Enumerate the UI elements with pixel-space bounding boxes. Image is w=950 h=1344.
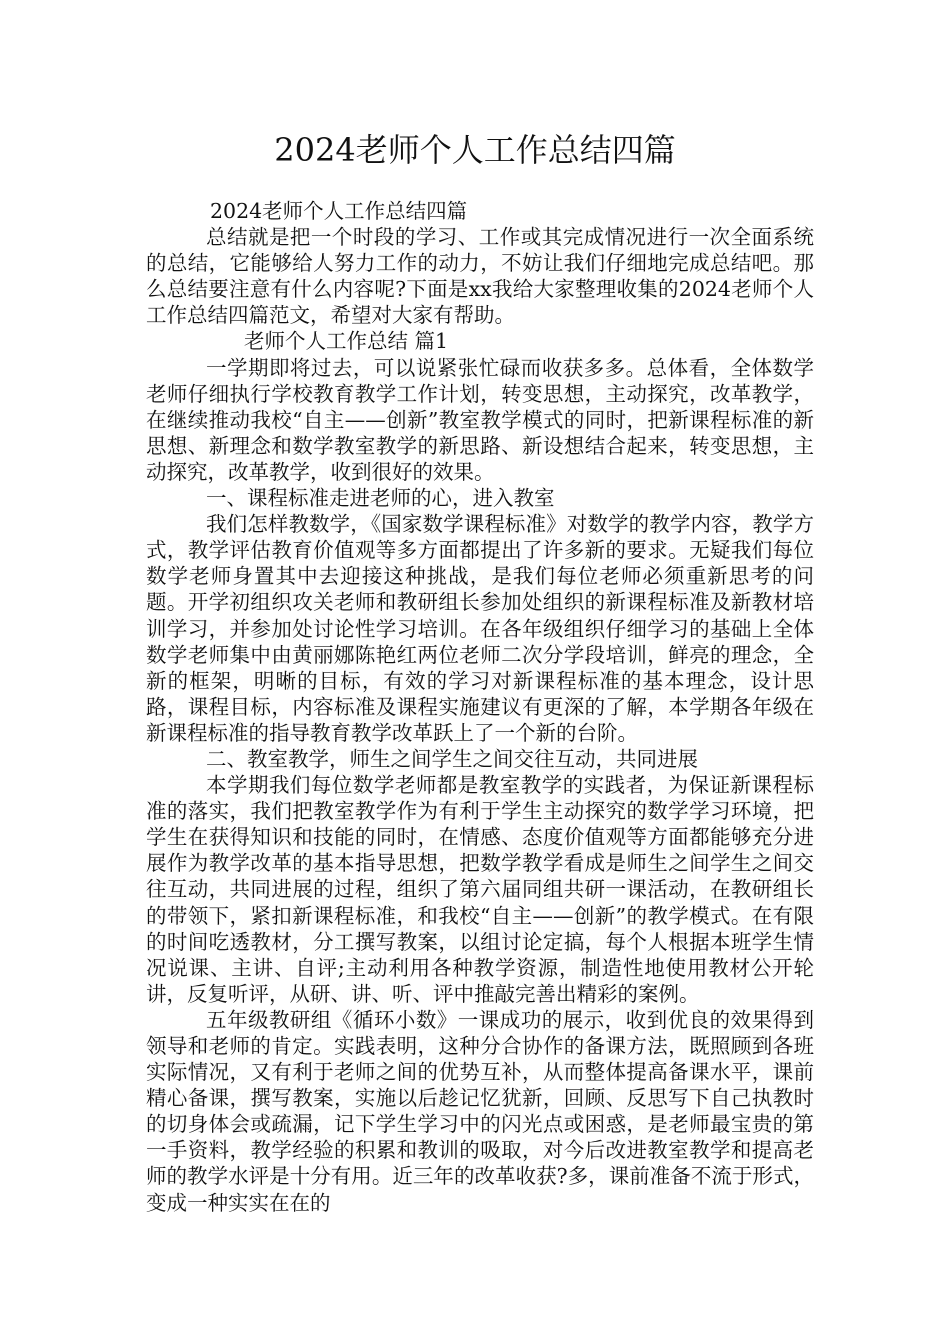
document-body [146,198,814,1216]
section-heading-3: 二、教室教学，师生之间学生之间交往互动，共同进展 [206,746,698,771]
intro-paragraph: 总结就是把一个时段的学习、工作或其完成情况进行一次全面系统的总结，它能够给人努力工作的动力，不妨让我们仔细地完成总结吧。那么总结要注意有什么内容呢?下面是xx我给大家整理收集的2024老师个人工作总结四篇范文，希望对大家有帮助。 [146,225,814,328]
section-heading-1: 老师个人工作总结 篇1 [244,329,449,354]
document-title: 2024老师个人工作总结四篇 [274,131,676,169]
body-paragraph: 我们怎样教数学，《国家数学课程标准》对数学的教学内容，教学方式，教学评估教育价值观等多方面都提出了许多新的要求。无疑我们每位数学老师身置其中去迎接这种挑战，是我们每位老师必须重新思考的问题。开学初组织攻关老师和教研组长参加处组织的新课程标准及新教材培训学习，并参加处讨论性学习培训。在各年级组织仔细学习的基础上全体数学老师集中由黄丽娜陈艳红两位老师二次分学段培训，鲜亮的理念，全新的框架，明晰的目标，有效的学习对新课程标准的基本理念，设计思路，课程目标，内容标准及课程实施建议有更深的了解，本学期各年级在新课程标准的指导教育教学改革跃上了一个新的台阶。 [146,512,814,745]
body-paragraph: 本学期我们每位数学老师都是教室教学的实践者，为保证新课程标准的落实，我们把教室教学作为有利于学生主动探究的数学学习环境，把学生在获得知识和技能的同时，在情感、态度价值观等方面都能够充分进展作为教学改革的基本指导思想，把数学教学看成是师生之间学生之间交往互动，共同进展的过程，组织了第六届同组共研一课活动，在教研组长的带领下，紧扣新课程标准，和我校“自主——创新”的教学模式。在有限的时间吃透教材，分工撰写教案，以组讨论定搞，每个人根据本班学生情况说课、主讲、自评;主动利用各种教学资源，制造性地使用教材公开轮讲，反复听评，从研、讲、听、评中推敲完善出精彩的案例。 [146,773,814,1006]
body-paragraph: 五年级教研组《循环小数》一课成功的展示，收到优良的效果得到领导和老师的肯定。实践表明，这种分合协作的备课方法，既照顾到各班实际情况，又有利于老师之间的优势互补，从而整体提高备课水平，课前精心备课，撰写教案，实施以后趁记忆犹新，回顾、反思写下自己执教时的切身体会或疏漏，记下学生学习中的闪光点或困惑，是老师最宝贵的第一手资料，教学经验的积累和教训的吸取，对今后改进教室教学和提高老师的教学水评是十分有用。近三年的改革收获?多，课前准备不流于形式，变成一种实实在在的 [146,1007,814,1215]
subtitle-paragraph: 2024老师个人工作总结四篇 [210,199,468,223]
section-heading-2: 一、课程标准走进老师的心，进入教室 [206,486,555,511]
body-paragraph: 一学期即将过去，可以说紧张忙碌而收获多多。总体看，全体数学老师仔细执行学校教育教学工作计划，转变思想，主动探究，改革教学，在继续推动我校“自主——创新”教室教学模式的同时，把新课程标准的新思想、新理念和数学教室教学的新思路、新设想结合起来，转变思想，主动探究，改革教学，收到很好的效果。 [146,355,814,484]
